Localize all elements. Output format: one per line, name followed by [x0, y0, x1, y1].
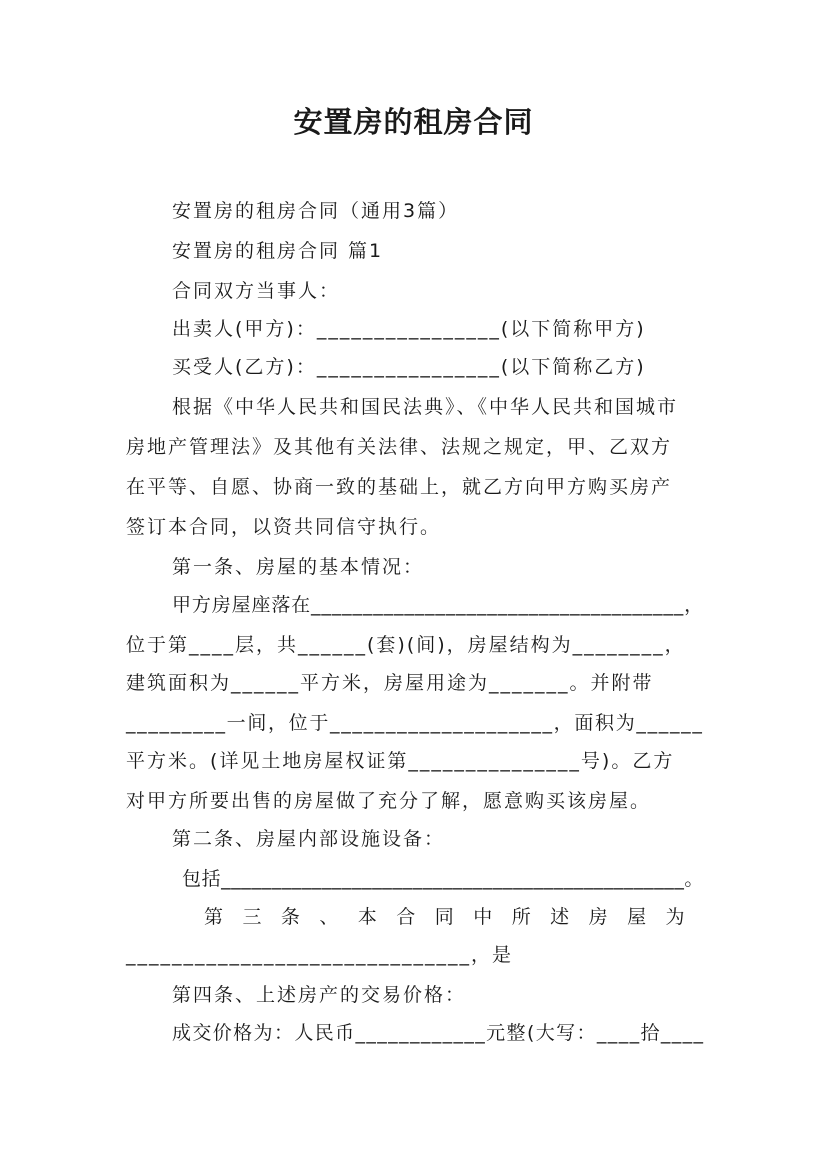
article-heading: 第一条、房屋的基本情况：	[172, 556, 425, 578]
document-title: 安置房的租房合同	[293, 105, 534, 139]
paragraph-line: 对甲方所要出售的房屋做了充分了解，愿意购买该房屋。	[126, 790, 652, 812]
paragraph-line: 包括______________________________________________。	[182, 868, 705, 890]
document-body	[126, 196, 704, 1056]
paragraph-line: ______________________________，是	[126, 944, 514, 966]
paragraph-line: 甲方房屋座落在____________________________________，	[172, 594, 705, 616]
article-heading: 第三条、本合同中所述房屋为	[204, 906, 705, 928]
buyer-line: 买受人(乙方)：________________(以下简称乙方)	[172, 356, 646, 378]
section-heading: 安置房的租房合同 篇1	[172, 240, 384, 262]
paragraph-line: 平方米。(详见土地房屋权证第_______________号)。乙方	[126, 750, 675, 772]
paragraph-line: _________一间，位于____________________，面积为______	[126, 712, 704, 734]
paragraph-line: 在平等、自愿、协商一致的基础上，就乙方向甲方购买房产	[126, 476, 673, 498]
seller-line: 出卖人(甲方)：________________(以下简称甲方)	[172, 318, 646, 340]
paragraph-line: 合同双方当事人：	[172, 280, 341, 302]
article-heading: 第二条、房屋内部设施设备：	[172, 828, 446, 850]
paragraph-line: 房地产管理法》及其他有关法律、法规之规定，甲、乙双方	[126, 436, 673, 458]
paragraph-line: 成交价格为：人民币____________元整(大写：____拾____	[172, 1022, 705, 1044]
article-heading: 第四条、上述房产的交易价格：	[172, 984, 467, 1006]
paragraph-line: 建筑面积为______平方米，房屋用途为_______。并附带	[126, 672, 654, 694]
subtitle-line: 安置房的租房合同（通用3篇）	[172, 200, 460, 222]
paragraph-line: 签订本合同，以资共同信守执行。	[126, 516, 442, 538]
paragraph-line: 位于第____层，共______(套)(间)，房屋结构为________，	[126, 634, 686, 656]
paragraph-line: 根据《中华人民共和国民法典》、《中华人民共和国城市	[172, 396, 679, 418]
